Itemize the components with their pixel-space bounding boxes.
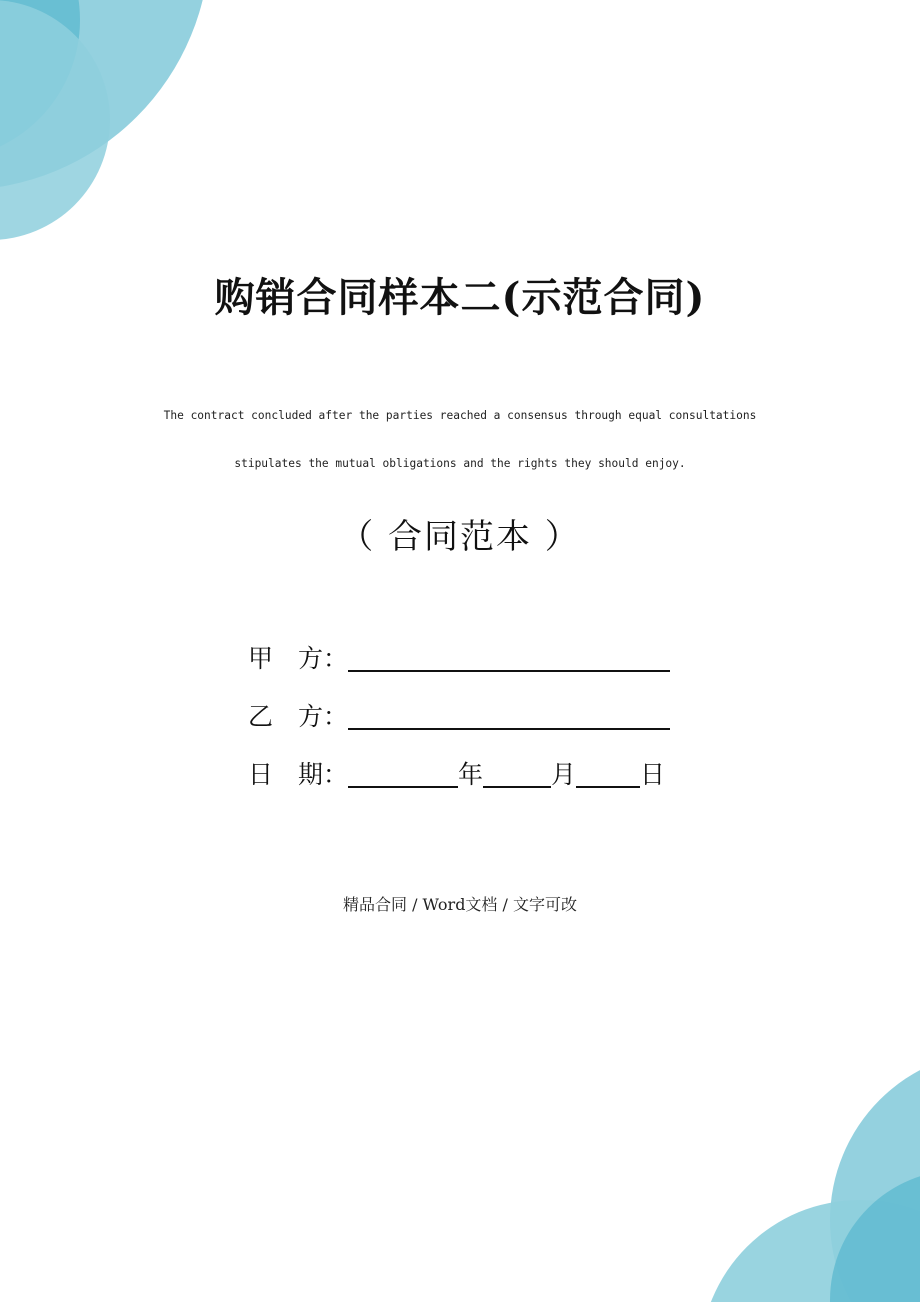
bottom-right-circle-dark [830, 1170, 920, 1302]
party-a-label: 甲 方： [248, 644, 349, 673]
date-field [248, 752, 665, 792]
document-title: 购销合同样本二(示范合同) [214, 274, 706, 321]
party-b-blank[interactable] [348, 700, 670, 730]
day-label: 日 [640, 760, 666, 789]
year-label: 年 [458, 760, 484, 789]
top-left-circle-small [0, 0, 80, 160]
party-b-label: 乙 方： [248, 702, 349, 731]
subtitle-line-2: stipulates the mutual obligations and the rights they should enjoy. [234, 457, 686, 470]
top-left-circle-lower [0, 0, 110, 240]
subtitle-line-1: The contract concluded after the parties reached a consensus through equal consultations [163, 409, 757, 422]
section-label: （ 合同范本 ） [339, 517, 581, 557]
bottom-right-circle-large [830, 1050, 920, 1302]
top-left-circle-large [0, 0, 210, 190]
date-label: 日 期： [248, 760, 349, 789]
party-a-blank[interactable] [348, 642, 670, 672]
month-blank[interactable] [483, 758, 551, 788]
year-blank[interactable] [348, 758, 458, 788]
day-blank[interactable] [576, 758, 640, 788]
party-a-field [248, 636, 670, 676]
party-b-field [248, 694, 670, 734]
bottom-right-circle-lower [700, 1200, 920, 1302]
footer-note: 精品合同 / Word文档 / 文字可改 [342, 895, 577, 914]
month-label: 月 [551, 760, 577, 789]
